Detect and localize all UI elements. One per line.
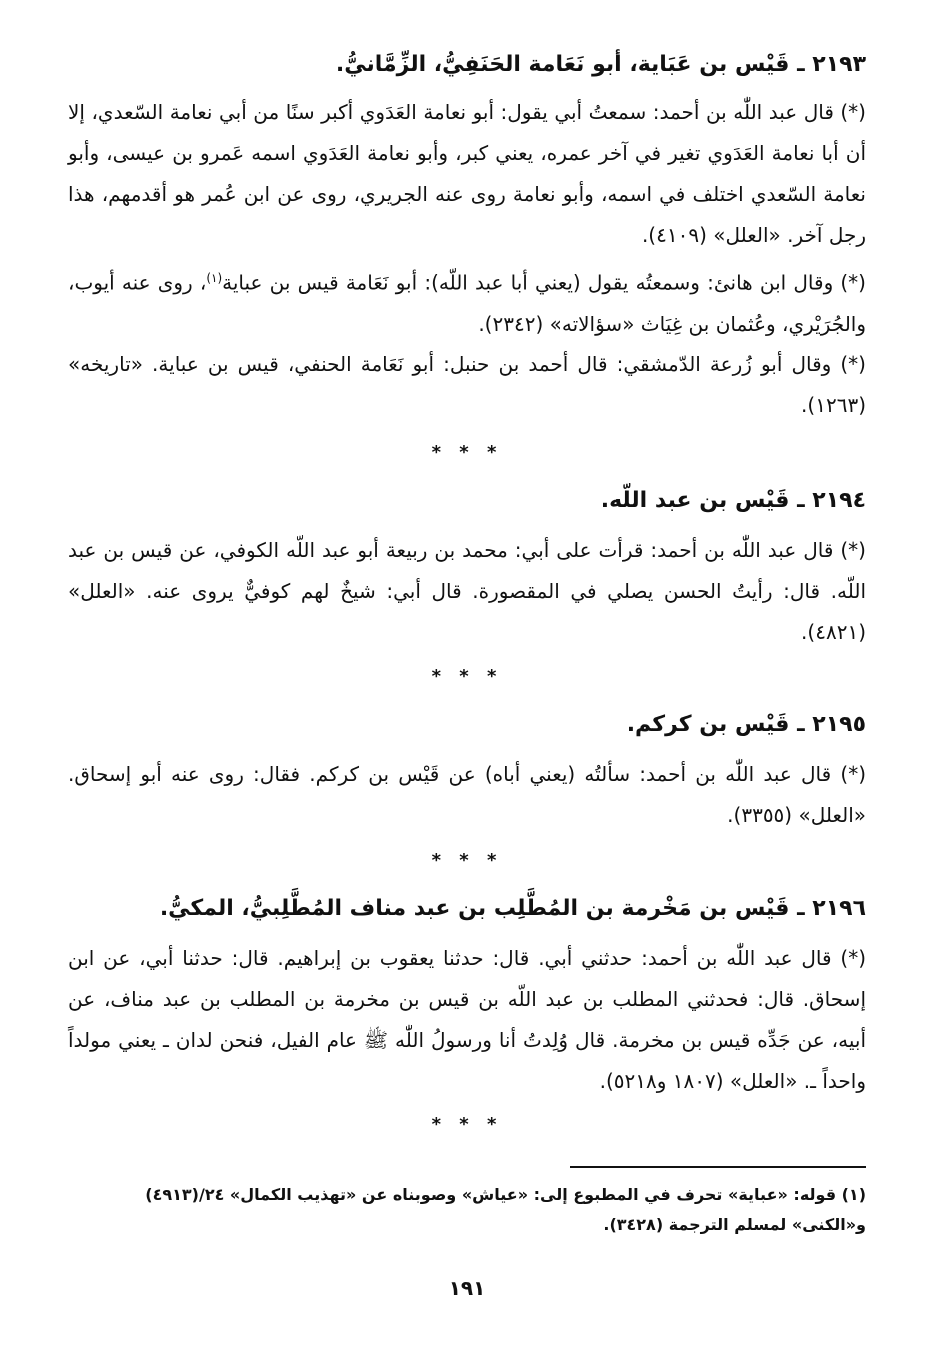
page-number: ١٩١ [448,1276,486,1300]
entry-2193-paragraph-1: (*) قال عبد اللّٰه بن أحمد: سمعتُ أبي يقول: أبو نعامة العَدَوي أكبر سنًا من أبي نعامة السّعدي، إلا أن أبا نعامة العَدَوي تغير في آخر عمره، يعني كبر، وأبو نعامة العَدَوي اسمه عَمرو بن عيسى، وأبو نعامة السّعدي اختلف في اسمه، وأبو نعامة روى عنه الجريري، روى عن ابن عُمر هو أقدمهم، هذا رجل آخر. «العلل» (٤١٠٩). [68,100,866,247]
entry-2196-paragraph-1: (*) قال عبد اللّٰه بن أحمد: حدثني أبي. قال: حدثنا يعقوب بن إبراهيم. قال: حدثنا أبي، عن ابن إسحاق. قال: فحدثني المطلب بن عبد اللّه بن قيس بن مخرمة بن المطلب بن عبد مناف، عن أبيه، عن جَدِّه قيس بن مخرمة. قال وُلِدتُ أنا ورسولُ اللّٰه ﷺ عام الفيل، فنحن لدان ـ يعني مولداً واحداً ـ. «العلل» (١٨٠٧ و٥٢١٨). [68,946,866,1093]
entry-title-2196: ٢١٩٦ ـ قَيْس بن مَخْرمة بن المُطَّلِب بن عبد مناف المُطَّلِبيُّ، المكيُّ. [159,896,866,921]
entry-2193-paragraph-2 [68,258,866,345]
section-separator: * * * [431,850,503,871]
entry-title-2194: ٢١٩٤ ـ قَيْس بن عبد اللّه. [600,488,866,513]
paragraph-text: (*) وقال ابن هانئ: وسمعتُه يقول (يعني أبا عبد اللّه): أبو نَعَامة قيس بن عباية [222,270,866,295]
footnote-marker: (١) [206,271,223,285]
entry-title-2193: ٢١٩٣ ـ قَيْس بن عَبَاية، أبو نَعَامة الحَنَفِيُّ، الزِّمَّانيُّ. [335,52,866,77]
entry-2193-paragraph-3: (*) وقال أبو زُرعة الدّمشقي: قال أحمد بن حنبل: أبو نَعَامة الحنفي، قيس بن عباية. «تاريخه» (١٢٦٣). [68,352,866,417]
entry-2195-paragraph-1: (*) قال عبد اللّٰه بن أحمد: سألتُه (يعني أباه) عن قَيْس بن كركم. فقال: روى عنه أبو إسحاق. «العلل» (٣٣٥٥). [68,762,866,827]
footnote-rule [570,1166,866,1168]
section-separator: * * * [431,666,503,687]
section-separator: * * * [431,442,503,463]
section-separator: * * * [431,1114,503,1135]
paragraph-text-tail: ، روى عنه أيوب، والجُرَيْري، وعُثمان بن غِيَاث «سؤالاته» (٢٣٤٢). [68,270,866,336]
entry-title-2195: ٢١٩٥ ـ قَيْس بن كركم. [626,712,866,737]
entry-2194-paragraph-1: (*) قال عبد اللّٰه بن أحمد: قرأت على أبي: محمد بن ربيعة أبو عبد اللّه الكوفي، عن قيس بن عبد اللّه. قال: رأيتُ الحسن يصلي في المقصورة. قال أبي: شيخٌ لهم كوفيٌّ يروى عنه. «العلل» (٤٨٢١). [68,538,866,644]
footnote: (١) قوله: «عباية» تحرف في المطبوع إلى: «عياش» وصوبناه عن «تهذيب الكمال» ٢٤/(٤٩١٣) و«الكنى» لمسلم الترجمة (٣٤٢٨). [145,1185,866,1234]
